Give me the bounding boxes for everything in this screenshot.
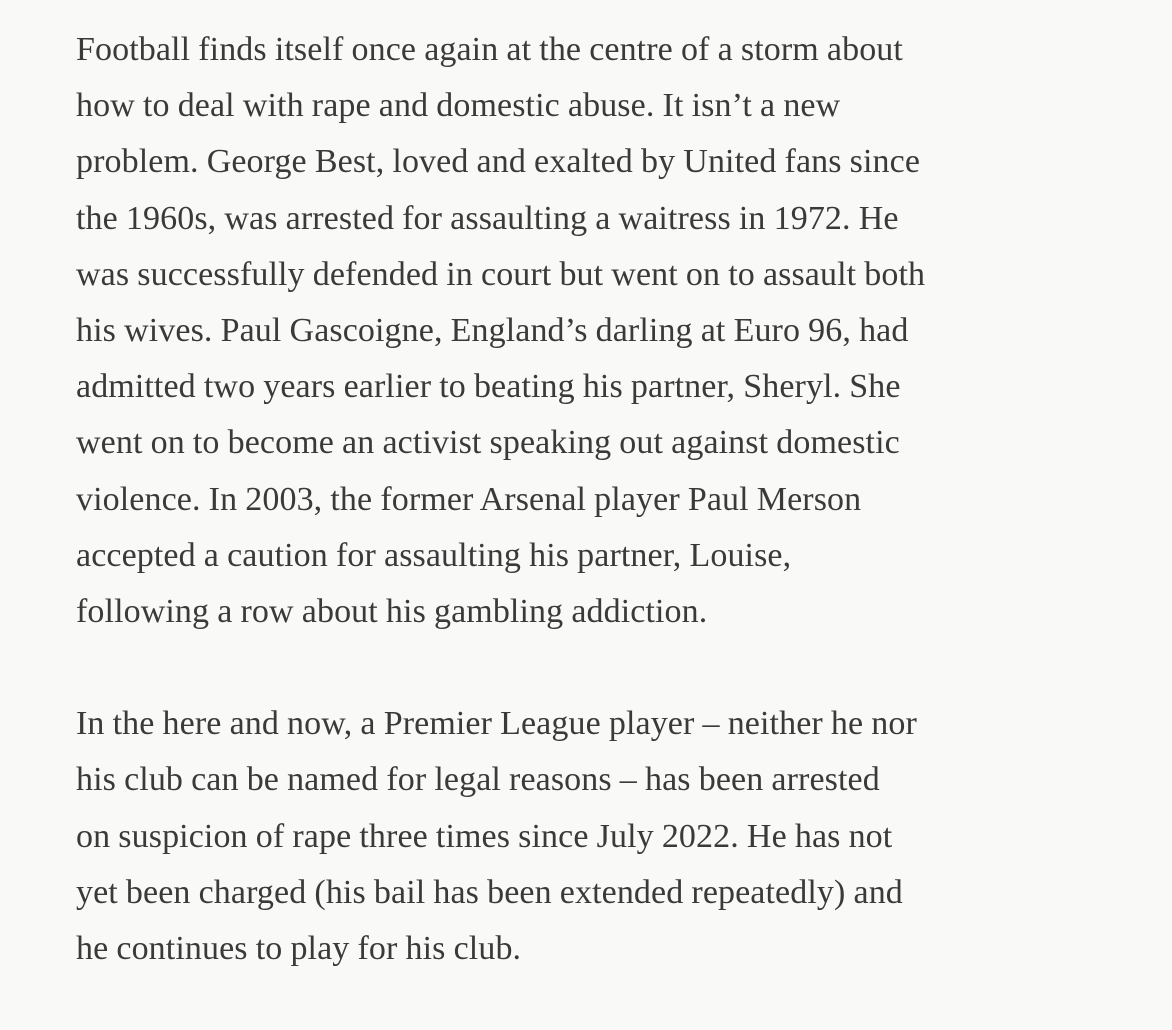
text-line: Football finds itself once again at the centre of a storm about xyxy=(76,31,903,68)
text-line: admitted two years earlier to beating his partner, Sheryl. She xyxy=(76,368,901,406)
text-line: his wives. Paul Gascoigne, England’s darling at Euro 96, had xyxy=(76,312,909,350)
text-line: violence. In 2003, the former Arsenal player Paul Merson xyxy=(76,480,862,518)
text-line: how to deal with rape and domestic abuse. It isn’t a new xyxy=(76,87,841,125)
text-line: he continues to play for his club. xyxy=(76,930,522,968)
text-line: went on to become an activist speaking out against domestic xyxy=(76,424,900,462)
paragraph-2 xyxy=(76,696,1106,977)
text-line: was successfully defended in court but went on to assault both xyxy=(76,255,926,293)
paragraph-1 xyxy=(76,22,1106,640)
text-line: yet been charged (his bail has been extended repeatedly) and xyxy=(76,873,903,911)
text-line: the 1960s, was arrested for assaulting a waitress in 1972. He xyxy=(76,199,899,237)
text-line: problem. George Best, loved and exalted by United fans since xyxy=(76,143,921,181)
text-line: his club can be named for legal reasons – has been arrested xyxy=(76,761,880,799)
article-body xyxy=(76,22,1106,977)
text-line: following a row about his gambling addiction. xyxy=(76,593,708,631)
text-line: on suspicion of rape three times since July 2022. He has not xyxy=(76,817,893,855)
text-line: In the here and now, a Premier League player – neither he nor xyxy=(76,705,917,743)
text-line: accepted a caution for assaulting his partner, Louise, xyxy=(76,536,792,574)
